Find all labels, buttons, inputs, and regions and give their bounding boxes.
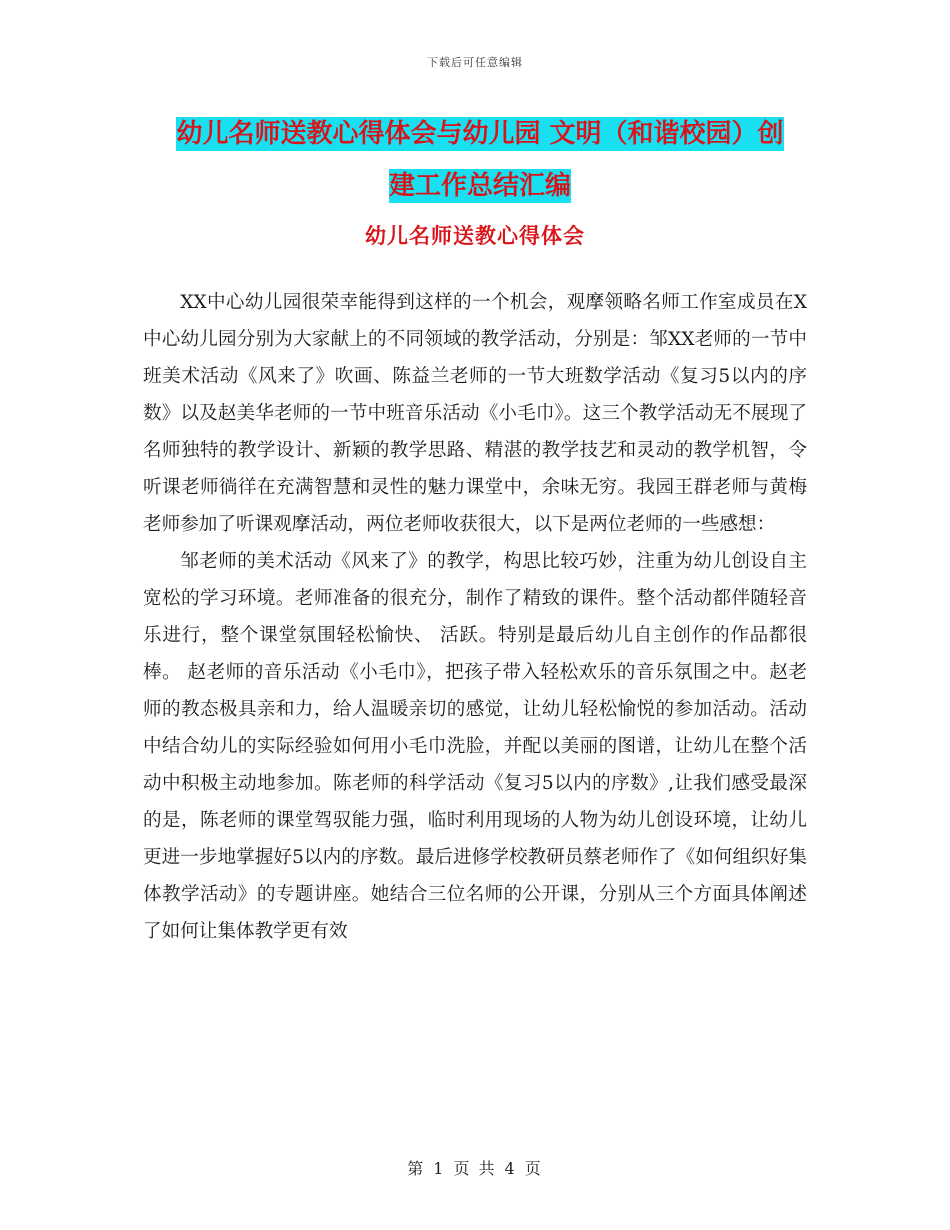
paragraph: 邹老师的美术活动《风来了》的教学，构思比较巧妙，注重为幼儿创设自主宽松的学习环境。老师准备的很充分，制作了精致的课件。整个活动都伴随轻音乐进行，整个课堂氛围轻松愉快、 活跃。特别是最后幼儿自主创作的作品都很棒。 赵老师的音乐活动《小毛巾》，把孩子带入轻松欢乐的音乐氛围之中。赵老师的教态极具亲和力，给人温暖亲切的感觉，让幼儿轻松愉悦的参加活动。活动中结合幼儿的实际经验如何用小毛巾洗脸，并配以美丽的图谱，让幼儿在整个活动中积极主动地参加。陈老师的科学活动《复习5以内的序数》,让我们感受最深的是，陈老师的课堂驾驭能力强，临时利用现场的人物为幼儿创设环境，让幼儿更进一步地掌握好5以内的序数。最后进修学校教研员蔡老师作了《如何组织好集体教学活动》的专题讲座。她结合三位名师的公开课，分别从三个方面具体阐述了如何让集体教学更有效 bbox=[143, 551, 807, 942]
title-line-1-text: 幼儿名师送教心得体会与幼儿园 文明（和谐校园）创 bbox=[176, 119, 784, 149]
document-body bbox=[143, 284, 807, 950]
title-line-2 bbox=[140, 160, 820, 212]
page-label-prefix: 第 bbox=[407, 1159, 426, 1178]
document-title bbox=[140, 108, 820, 212]
page-label-mid: 页 共 bbox=[453, 1159, 497, 1178]
title-line-1 bbox=[140, 108, 820, 160]
paragraph: XX中心幼儿园很荣幸能得到这样的一个机会，观摩领略名师工作室成员在X中心幼儿园分别为大家献上的不同领域的教学活动，分别是：邹XX老师的一节中班美术活动《风来了》吹画、陈益兰老师的一节大班数学活动《复习5以内的序数》以及赵美华老师的一节中班音乐活动《小毛巾》。这三个教学活动无不展现了名师独特的教学设计、新颖的教学思路、精湛的教学技艺和灵动的教学机智，令听课老师徜徉在充满智慧和灵性的魅力课堂中，余味无穷。我园王群老师与黄梅老师参加了听课观摩活动，两位老师收获很大，以下是两位老师的一些感想： bbox=[143, 292, 807, 535]
page-number: 1 bbox=[433, 1159, 446, 1178]
header-note: 下载后可任意编辑 bbox=[427, 56, 523, 69]
page-label-suffix: 页 bbox=[524, 1159, 543, 1178]
total-pages: 4 bbox=[504, 1159, 517, 1178]
section-title: 幼儿名师送教心得体会 bbox=[365, 224, 585, 248]
title-line-2-text: 建工作总结汇编 bbox=[388, 171, 571, 201]
page-footer bbox=[0, 1156, 950, 1179]
